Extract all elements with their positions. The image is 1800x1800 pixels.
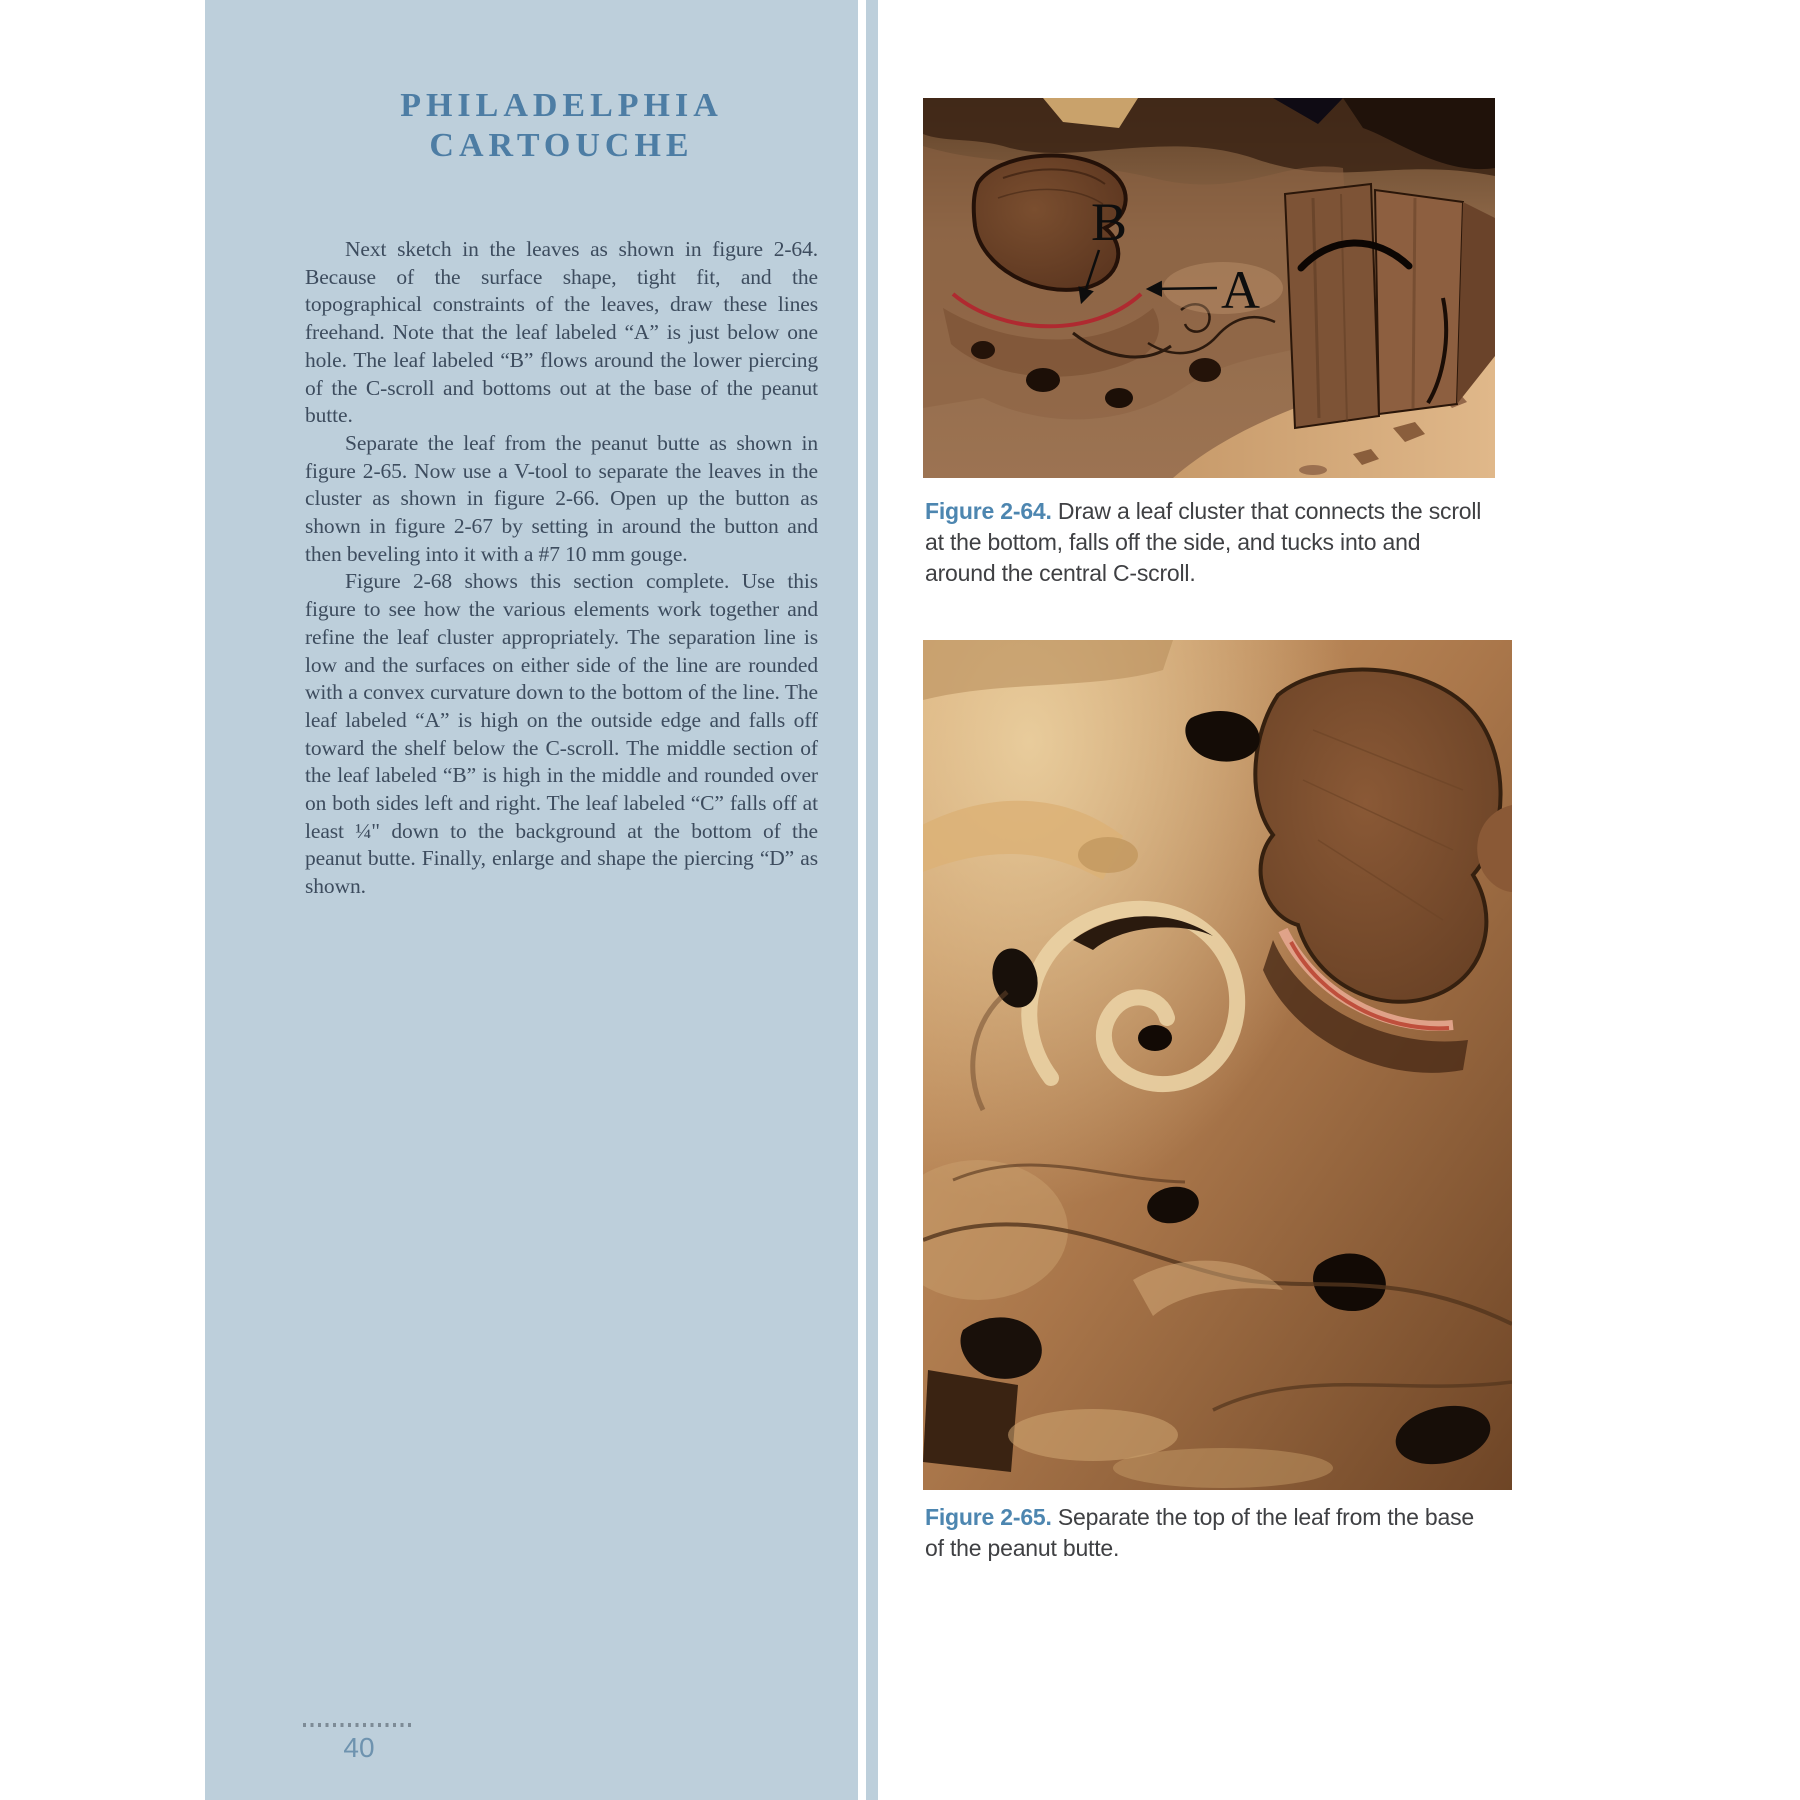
wood-carving-closeup-photo bbox=[923, 640, 1512, 1490]
chapter-title bbox=[305, 86, 818, 166]
paragraph-2: Separate the leaf from the peanut butte as shown in figure 2-65. Now use a V-tool to separate the leaves in the cluster as shown in figure 2-66. Open up the button as shown in figure 2-67 by setting in around the button and then beveling into it with a #7 10 mm gouge. bbox=[305, 430, 818, 566]
footer-dotted-rule bbox=[303, 1723, 415, 1727]
annotation-arrow-a bbox=[1149, 288, 1217, 289]
figure-2-64-photo bbox=[923, 98, 1495, 478]
annotation-label-a: A bbox=[1221, 260, 1260, 320]
figure-2-64-label: Figure 2-64. bbox=[925, 498, 1052, 524]
figure-2-65-caption bbox=[925, 1502, 1493, 1564]
wood-carving-photo-with-labels bbox=[923, 98, 1495, 478]
vertical-divider-rule bbox=[866, 0, 878, 1800]
figure-2-64-caption-text: Draw a leaf cluster that connects the scroll at the bottom, falls off the side, and tucks into and around the central C-scroll. bbox=[925, 498, 1482, 586]
chapter-title-line2: CARTOUCHE bbox=[429, 127, 694, 164]
figure-2-64-caption bbox=[925, 496, 1493, 589]
chapter-title-line1: PHILADELPHIA bbox=[400, 87, 723, 124]
annotation-label-b: B bbox=[1091, 192, 1128, 252]
page-number: 40 bbox=[343, 1732, 375, 1763]
paragraph-3: Figure 2-68 shows this section complete. Use this figure to see how the various elements work together and refine the leaf cluster appropriately. The separation line is low and the surfaces on either side of the line are rounded with a convex curvature down to the bottom of the line. The leaf labeled “A” is high on the outside edge and falls off toward the shelf below the C-scroll. The middle section of the leaf labeled “B” is high in the middle and rounded over on both sides left and right. The leaf labeled “C” falls off at least ¼" down to the background at the bottom of the peanut butte. Finally, enlarge and shape the piercing “D” as shown. bbox=[305, 569, 818, 899]
paragraph-1: Next sketch in the leaves as shown in figure 2-64. Because of the surface shape, tight fit, and the topographical constraints of the leaves, draw these lines freehand. Note that the leaf labeled “A” is just below one hole. The leaf labeled “B” flows around the lower piercing of the C-scroll and bottoms out at the base of the peanut butte. bbox=[305, 237, 818, 428]
figure-2-65-photo bbox=[923, 640, 1512, 1490]
figure-2-65-caption-text: Separate the top of the leaf from the base of the peanut butte. bbox=[925, 1504, 1475, 1561]
figure-2-65-label: Figure 2-65. bbox=[925, 1504, 1052, 1530]
body-text-column bbox=[305, 236, 818, 901]
